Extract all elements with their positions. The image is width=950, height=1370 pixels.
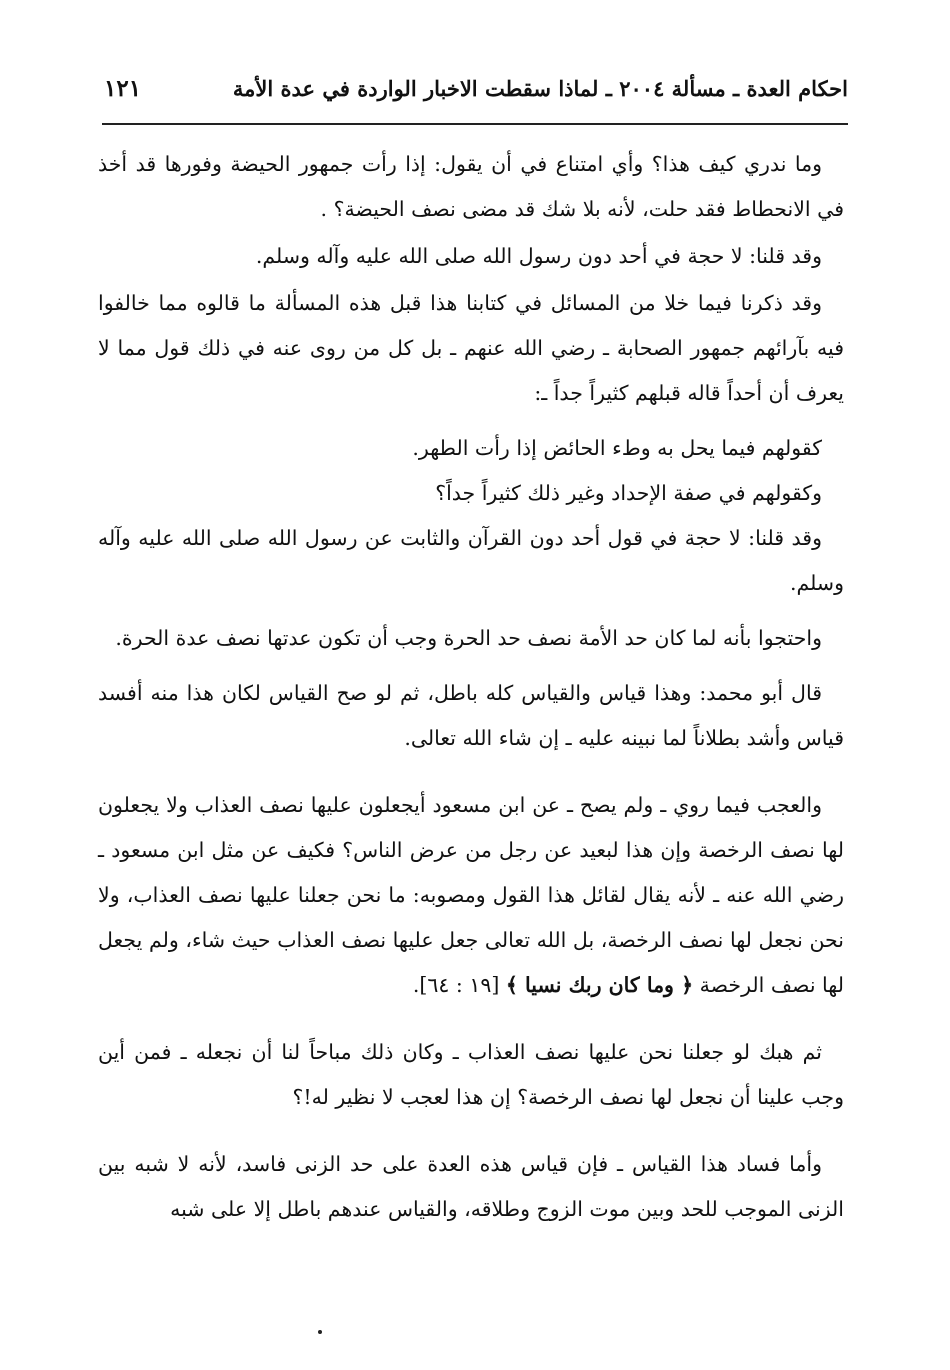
quran-quote: ﴿ وما كان ربك نسيا ﴾ — [505, 973, 694, 997]
paragraph-2: وقد قلنا: لا حجة في أحد دون رسول الله صلى الله عليه وآله وسلم. — [255, 244, 822, 268]
page-mark-dot — [318, 1330, 322, 1334]
paragraph-9-text: والعجب فيما روي ـ ولم يصح ـ عن ابن مسعود أيجعلون عليها نصف العذاب ولا يجعلون لها نصف الرخصة وإن هذا لبعيد عن رجل من عرض الناس؟ فكيف عن مثل ابن مسعود ـ رضي الله عنه ـ لأنه يقال لقائل هذا القول ومصوبه: ما نحن جعلنا عليها نصف العذاب، ولا نحن نجعل لها نصف الرخصة، بل الله تعالى جعل عليها نصف العذاب حيث شاء، ولم يجعل لها نصف الرخصة — [98, 793, 844, 997]
paragraph-6: وقد قلنا: لا حجة في قول أحد دون القرآن والثابت عن رسول الله صلى الله عليه وآله وسلم. — [98, 526, 844, 595]
paragraph-1: وما ندري كيف هذا؟ وأي امتناع في أن يقول: إذا رأت جمهور الحيضة وفورها قد أخذ في الانحطاط فقد حلت، لأنه بلا شك قد مضى نصف الحيضة؟ . — [98, 152, 844, 221]
paragraph-10: ثم هبك لو جعلنا نحن عليها نصف العذاب ـ وكان ذلك مباحاً لنا أن نجعله ـ فمن أين وجب علينا أن نجعل لها نصف الرخصة؟ إن هذا لعجب لا نظير له!؟ — [98, 1040, 844, 1109]
page-number: ١٢١ — [104, 74, 142, 102]
header-divider — [102, 123, 848, 125]
paragraph-3: وقد ذكرنا فيما خلا من المسائل في كتابنا هذا قبل هذه المسألة ما قالوه مما خالفوا فيه بآرائهم جمهور الصحابة ـ رضي الله عنهم ـ بل كل من روى عنه في ذلك قول مما لا يعرف أن أحداً قاله قبلهم كثيراً جداً ـ: — [98, 291, 844, 405]
paragraph-4: كقولهم فيما يحل به وطء الحائض إذا رأت الطهر. — [412, 436, 822, 460]
quran-reference: [١٩ : ٦٤]. — [412, 973, 500, 997]
paragraph-8: قال أبو محمد: وهذا قياس والقياس كله باطل، ثم لو صح القياس لكان هذا منه أفسد قياس وأشد بطلاناً لما نبينه عليه ـ إن شاء الله تعالى. — [98, 681, 844, 750]
running-header — [104, 68, 848, 108]
body-text — [98, 142, 844, 1232]
paragraph-5: وكقولهم في صفة الإحداد وغير ذلك كثيراً جداً؟ — [435, 481, 822, 505]
running-header-title: احكام العدة ـ مسألة ٢٠٠٤ ـ لماذا سقطت الاخبار الواردة في عدة الأمة — [232, 75, 848, 101]
paragraph-9 — [98, 783, 844, 1008]
paragraph-7: واحتجوا بأنه لما كان حد الأمة نصف حد الحرة وجب أن تكون عدتها نصف عدة الحرة. — [115, 626, 822, 650]
paragraph-11: وأما فساد هذا القياس ـ فإن قياس هذه العدة على حد الزنى فاسد، لأنه لا شبه بين الزنى الموجب للحد وبين موت الزوج وطلاقه، والقياس عندهم باطل إلا على شبه — [98, 1152, 844, 1221]
